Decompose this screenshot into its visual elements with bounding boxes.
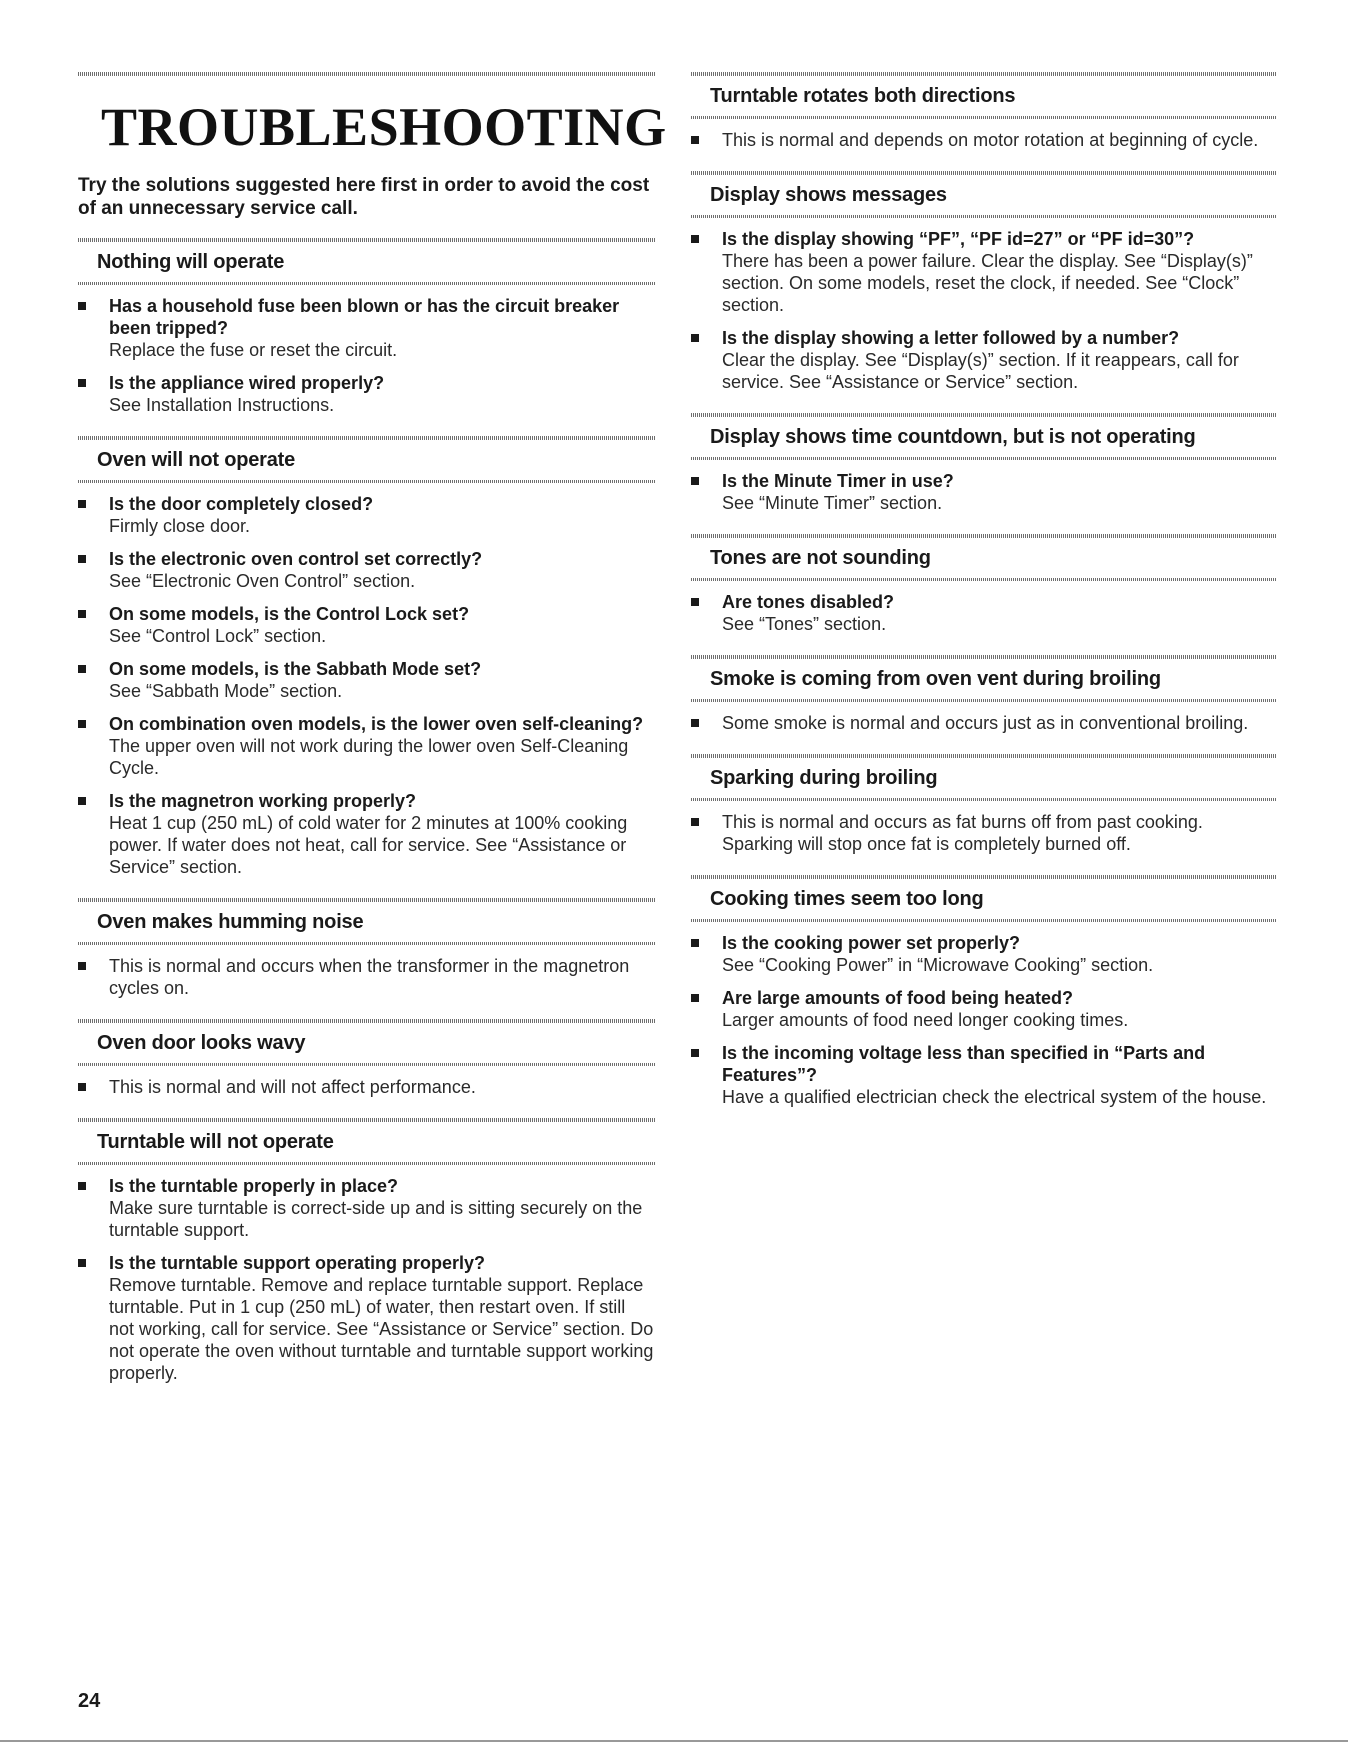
question-text: Has a household fuse been blown or has the circuit breaker been tripped? [109, 296, 620, 338]
section-bottom-rule [691, 215, 1277, 218]
trouble-section [78, 1118, 655, 1384]
left-sections [78, 238, 655, 1384]
answer-text: Firmly close door. [109, 516, 251, 536]
section-bottom-rule [78, 480, 655, 483]
answer-text: Replace the fuse or reset the circuit. [109, 340, 398, 360]
item-text: This is normal and will not affect performance. [109, 1077, 476, 1097]
item-text: This is normal and occurs when the transformer in the magnetron cycles on. [109, 956, 630, 998]
section-title: Sparking during broiling [710, 767, 938, 789]
answer-text: See “Tones” section. [722, 614, 887, 634]
trouble-section [691, 72, 1277, 151]
question-text: Is the magnetron working properly? [109, 791, 417, 811]
item-list [78, 1175, 655, 1384]
trouble-section [691, 754, 1277, 855]
list-item [78, 658, 655, 702]
item-list [78, 955, 655, 999]
section-title: Turntable rotates both directions [710, 85, 1016, 107]
question-text: Is the incoming voltage less than specified in “Parts and Features”? [722, 1043, 1206, 1085]
section-title: Tones are not sounding [710, 547, 931, 569]
bottom-rule [0, 1740, 1348, 1742]
section-title: Display shows messages [710, 184, 947, 206]
left-column [78, 72, 667, 1404]
answer-text: See Installation Instructions. [109, 395, 335, 415]
section-bottom-rule [691, 699, 1277, 702]
section-bottom-rule [691, 919, 1277, 922]
item-text: This is normal and depends on motor rotation at beginning of cycle. [722, 130, 1259, 150]
question-text: Is the appliance wired properly? [109, 373, 385, 393]
list-item [78, 295, 655, 361]
page-title: TROUBLESHOOTING [101, 97, 667, 157]
question-text: Is the turntable support operating properly? [109, 1253, 486, 1273]
question-text: Is the display showing “PF”, “PF id=27” or “PF id=30”? [722, 229, 1195, 249]
question-text: Is the door completely closed? [109, 494, 374, 514]
list-item [78, 790, 655, 878]
section-bottom-rule [78, 282, 655, 285]
answer-text: Remove turntable. Remove and replace turntable support. Replace turntable. Put in 1 cup (250 mL) of water, then restart oven. If still not working, call for service. See “Assistance or Service” section. Do not operate the oven without turntable and turntable support working properly. [109, 1275, 654, 1383]
question-text: Is the display showing a letter followed by a number? [722, 328, 1180, 348]
list-item [78, 1252, 655, 1384]
section-bottom-rule [78, 942, 655, 945]
item-list [78, 493, 655, 878]
item-list [691, 811, 1277, 855]
answer-text: Have a qualified electrician check the electrical system of the house. [722, 1087, 1267, 1107]
section-top-rule [78, 436, 655, 440]
question-text: Is the electronic oven control set correctly? [109, 549, 483, 569]
section-title: Oven will not operate [97, 449, 296, 471]
section-top-rule [78, 1118, 655, 1122]
answer-text: See “Electronic Oven Control” section. [109, 571, 416, 591]
answer-text: Make sure turntable is correct-side up and is sitting securely on the turntable support. [109, 1198, 643, 1240]
section-top-rule [691, 655, 1277, 659]
item-text: Some smoke is normal and occurs just as in conventional broiling. [722, 713, 1249, 733]
item-list [691, 932, 1277, 1108]
list-item [691, 591, 1277, 635]
list-item [78, 955, 655, 999]
section-bottom-rule [691, 457, 1277, 460]
section-title: Turntable will not operate [97, 1131, 334, 1153]
list-item [691, 987, 1277, 1031]
list-item [78, 548, 655, 592]
question-text: On some models, is the Sabbath Mode set? [109, 659, 482, 679]
trouble-section [691, 413, 1277, 514]
list-item [78, 603, 655, 647]
section-title: Cooking times seem too long [710, 888, 984, 910]
section-title: Nothing will operate [97, 251, 285, 273]
question-text: On combination oven models, is the lower oven self-cleaning? [109, 714, 644, 734]
item-list [691, 470, 1277, 514]
trouble-section [691, 534, 1277, 635]
item-list [78, 295, 655, 416]
answer-text: See “Minute Timer” section. [722, 493, 943, 513]
trouble-section [78, 238, 655, 416]
trouble-section [78, 898, 655, 999]
list-item [78, 493, 655, 537]
question-text: Is the Minute Timer in use? [722, 471, 954, 491]
section-top-rule [691, 875, 1277, 879]
section-bottom-rule [78, 1162, 655, 1165]
item-text: This is normal and occurs as fat burns off from past cooking. Sparking will stop once fat is completely burned off. [722, 812, 1203, 854]
question-text: Are large amounts of food being heated? [722, 988, 1074, 1008]
answer-text: Heat 1 cup (250 mL) of cold water for 2 minutes at 100% cooking power. If water does not heat, call for service. See “Assistance or Service” section. [109, 813, 628, 877]
section-top-rule [691, 171, 1277, 175]
section-title: Smoke is coming from oven vent during broiling [710, 668, 1161, 690]
section-bottom-rule [78, 1063, 655, 1066]
list-item [691, 932, 1277, 976]
question-text: Is the turntable properly in place? [109, 1176, 399, 1196]
page-number: 24 [78, 1690, 101, 1712]
answer-text: Clear the display. See “Display(s)” section. If it reappears, call for service. See “Assistance or Service” section. [722, 350, 1239, 392]
section-top-rule [78, 898, 655, 902]
item-list [78, 1076, 655, 1098]
section-top-rule [691, 534, 1277, 538]
list-item [691, 228, 1277, 316]
list-item [78, 1076, 655, 1098]
list-item [691, 811, 1277, 855]
list-item [691, 129, 1277, 151]
right-column [691, 72, 1277, 1128]
list-item [691, 327, 1277, 393]
question-text: Are tones disabled? [722, 592, 895, 612]
answer-text: See “Cooking Power” in “Microwave Cooking” section. [722, 955, 1154, 975]
section-top-rule [78, 1019, 655, 1023]
answer-text: Larger amounts of food need longer cooking times. [722, 1010, 1129, 1030]
trouble-section [691, 171, 1277, 393]
answer-text: There has been a power failure. Clear the display. See “Display(s)” section. On some models, reset the clock, if needed. See “Clock” section. [722, 251, 1253, 315]
section-title: Display shows time countdown, but is not operating [710, 426, 1196, 448]
section-title: Oven door looks wavy [97, 1032, 306, 1054]
list-item [78, 372, 655, 416]
trouble-section [78, 1019, 655, 1098]
answer-text: The upper oven will not work during the lower oven Self-Cleaning Cycle. [109, 736, 629, 778]
intro-text: Try the solutions suggested here first in order to avoid the cost of an unnecessary service call. [78, 175, 650, 219]
section-bottom-rule [691, 578, 1277, 581]
section-bottom-rule [691, 798, 1277, 801]
item-list [691, 712, 1277, 734]
question-text: On some models, is the Control Lock set? [109, 604, 470, 624]
section-top-rule [691, 72, 1277, 76]
question-text: Is the cooking power set properly? [722, 933, 1021, 953]
list-item [78, 713, 655, 779]
answer-text: See “Control Lock” section. [109, 626, 327, 646]
section-top-rule [78, 238, 655, 242]
trouble-section [78, 436, 655, 878]
list-item [691, 1042, 1277, 1108]
list-item [78, 1175, 655, 1241]
trouble-section [691, 875, 1277, 1108]
right-sections [691, 72, 1277, 1108]
list-item [691, 712, 1277, 734]
section-top-rule [691, 754, 1277, 758]
section-top-rule [691, 413, 1277, 417]
item-list [691, 591, 1277, 635]
list-item [691, 470, 1277, 514]
answer-text: See “Sabbath Mode” section. [109, 681, 343, 701]
section-title: Oven makes humming noise [97, 911, 364, 933]
section-bottom-rule [691, 116, 1277, 119]
item-list [691, 129, 1277, 151]
title-top-rule [78, 72, 655, 76]
trouble-section [691, 655, 1277, 734]
item-list [691, 228, 1277, 393]
